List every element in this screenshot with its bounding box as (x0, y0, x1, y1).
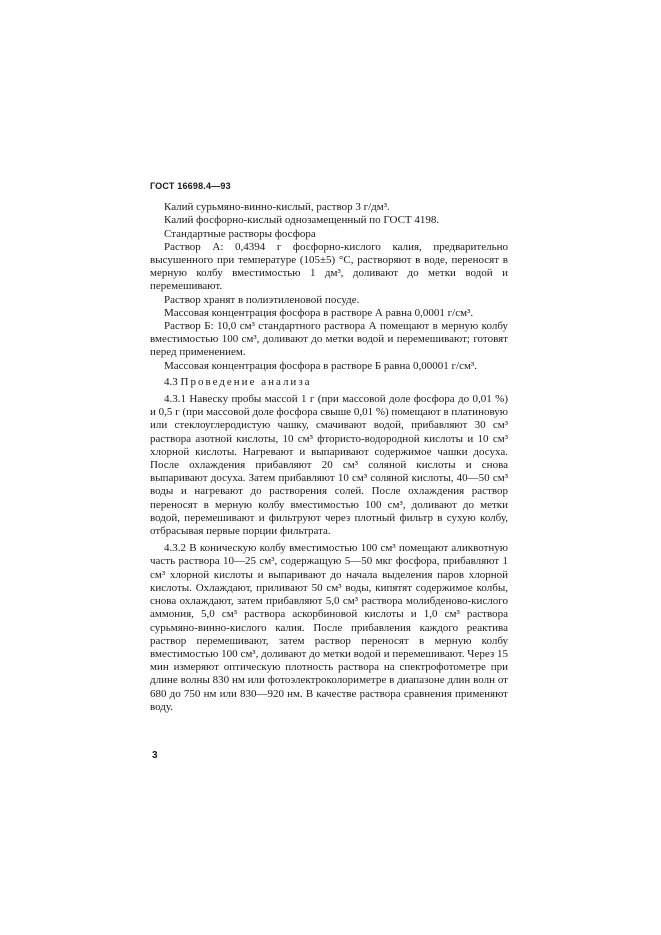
reagent-paragraph: Раствор Б: 10,0 см³ стандартного раствора А помещают в мерную колбу вместимостью 100 см³, доливают до метки водой и перемешивают; готовят перед применением. (150, 320, 508, 359)
section-title: Проведение анализа (180, 375, 312, 388)
reagent-paragraph: Раствор хранят в полиэтиленовой посуде. (164, 293, 360, 306)
reagent-paragraph: Калий фосфорно-кислый однозамещенный по ГОСТ 4198. (164, 214, 440, 227)
procedure-step: 4.3.1 Навеску пробы массой 1 г (при массовой доле фосфора до 0,01 %) и 0,5 г (при массовой доле фосфора свыше 0,01 %) помещают в платиновую или стеклоуглеродистую чашку, смачивают водой, прибавляют 30 см³ раствора азотной кислоты, 10 см³ фтористо-водородной кислоты и 10 см³ хлорной кислоты. Нагревают и выпаривают содержимое чашки досуха. После охлаждения прибавляют 20 см³ соляной кислоты и снова выпаривают досуха. Затем прибавляют 10 см³ соляной кислоты, 40—50 см³ воды и нагревают до растворения солей. После охлаждения раствор переносят в мерную колбу вместимостью 100 см³, доливают до метки водой, перемешивают и фильтруют через плотный фильтр в сухую колбу, отбрасывая первые порции фильтрата. (150, 393, 508, 538)
reagent-paragraph: Калий сурьмяно-винно-кислый, раствор 3 г/дм³. (164, 201, 390, 214)
section-number: 4.3 (164, 375, 178, 388)
reagent-paragraph: Массовая концентрация фосфора в растворе А равна 0,0001 г/см³. (164, 306, 474, 319)
document-header: ГОСТ 16698.4—93 (150, 181, 231, 191)
reagent-paragraph: Массовая концентрация фосфора в растворе Б равна 0,00001 г/см³. (164, 359, 477, 372)
reagent-paragraph: Раствор А: 0,4394 г фосфорно-кислого калия, предварительно высушенного при температуре (105±5) °С, растворяют в воде, переносят в мерную колбу вместимостью 1 дм³, доливают до метки водой и перемешивают. (150, 240, 508, 293)
page-number: 3 (152, 750, 158, 761)
section-heading (150, 376, 508, 389)
document-page (150, 180, 508, 714)
procedure-step: 4.3.2 В коническую колбу вместимостью 100 см³ помещают аликвотную часть раствора 10—25 см³, содержащую 5—50 мкг фосфора, прибавляют 1 см³ хлорной кислоты и выпаривают до начала выделения паров хлорной кислоты. Охлаждают, приливают 50 см³ воды, кипятят содержимое колбы, снова охлаждают, затем прибавляют 5,0 см³ раствора молибденово-кислого аммония, 5,0 см³ раствора аскорбиновой кислоты и 1,0 см³ раствора сурьмяно-винно-кислого калия. После прибавления каждого реактива раствор перемешивают, затем раствор переносят в мерную колбу вместимостью 100 см³, доливают до метки водой и перемешивают. Через 15 мин измеряют оптическую плотность раствора на спектрофотометре при длине волны 830 нм или фотоэлектроколориметре в диапазоне длин волн от 680 до 750 нм или 830—920 нм. В качестве раствора сравнения применяют воду. (150, 542, 508, 713)
reagent-paragraph: Стандартные растворы фосфора (164, 227, 316, 240)
